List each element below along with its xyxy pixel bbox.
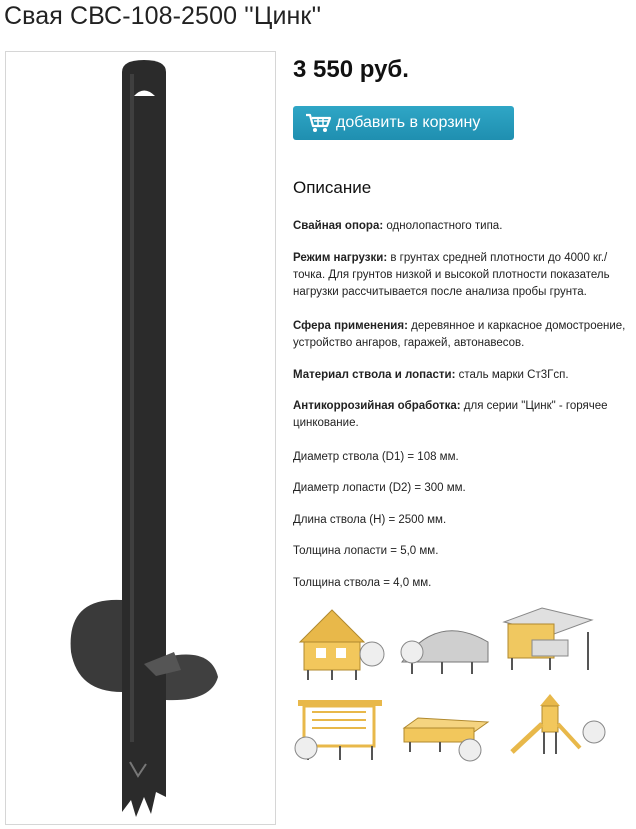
spec-shaft-length: Длина ствола (H) = 2500 мм. bbox=[293, 514, 447, 526]
description-paragraph bbox=[293, 367, 633, 384]
description-heading: Описание bbox=[293, 178, 372, 197]
hangar-pile-illustration bbox=[401, 631, 488, 674]
playground-pile-illustration bbox=[512, 694, 605, 754]
spec-label: Режим нагрузки: bbox=[293, 252, 388, 264]
product-title: Свая СВС-108-2500 ''Цинк'' bbox=[4, 2, 322, 30]
carport-pile-illustration bbox=[504, 608, 592, 670]
spec-label: Материал ствола и лопасти: bbox=[293, 369, 456, 381]
spec-text: в грунтах средней плотности до 4000 кг./ точка. Для грунтов низкой и высокой плотности показатель нагрузки рассчитывается после анализа пробы грунта. bbox=[293, 252, 610, 298]
description-paragraph bbox=[293, 398, 633, 432]
spec-text: сталь марки Ст3Гсп. bbox=[455, 369, 569, 381]
spec-blade-thickness: Толщина лопасти = 5,0 мм. bbox=[293, 545, 439, 557]
spec-label: Антикоррозийная обработка: bbox=[293, 400, 461, 412]
spec-text: деревянное и каркасное домостроение, устройство ангаров, гаражей, автонавесов. bbox=[293, 320, 626, 349]
usage-gallery bbox=[292, 602, 607, 767]
product-image[interactable] bbox=[5, 51, 276, 825]
spec-shaft-diameter: Диаметр ствола (D1) = 108 мм. bbox=[293, 451, 459, 463]
spec-label: Сфера применения: bbox=[293, 320, 408, 332]
spec-label: Свайная опора: bbox=[293, 220, 384, 232]
description-paragraph bbox=[293, 318, 633, 352]
description-paragraph bbox=[293, 218, 633, 235]
house-pile-illustration bbox=[300, 610, 384, 680]
product-price: 3 550 руб. bbox=[293, 56, 409, 83]
description-paragraph bbox=[293, 250, 633, 301]
cabin-pile-illustration bbox=[404, 718, 488, 761]
spec-text: однолопастного типа. bbox=[383, 220, 503, 232]
add-to-cart-button[interactable] bbox=[293, 106, 514, 140]
shopping-cart-icon bbox=[305, 112, 333, 134]
add-to-cart-label: добавить в корзину bbox=[336, 114, 481, 131]
spec-text: для серии "Цинк" - горячее цинкование. bbox=[293, 400, 608, 429]
terrace-pile-illustration bbox=[295, 700, 382, 760]
spec-blade-diameter: Диаметр лопасти (D2) = 300 мм. bbox=[293, 482, 466, 494]
screw-pile-image bbox=[6, 52, 275, 824]
spec-shaft-thickness: Толщина ствола = 4,0 мм. bbox=[293, 577, 432, 589]
